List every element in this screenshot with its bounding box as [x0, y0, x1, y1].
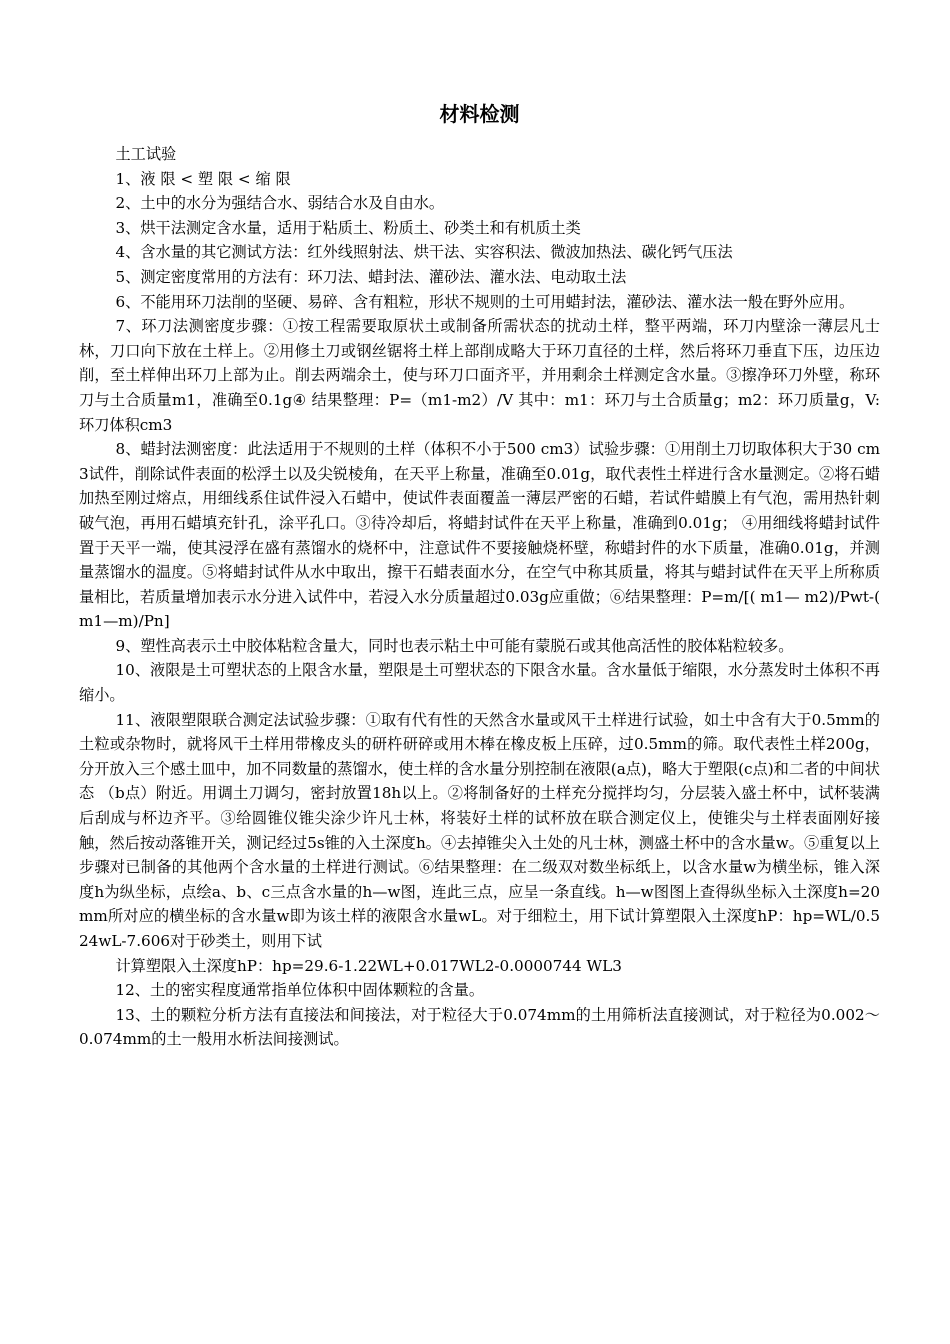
paragraph-11: 11、液限塑限联合测定法试验步骤：①取有代有性的天然含水量或风干土样进行试验，如土中含有大于0.5mm的土粒或杂物时，就将风干土样用带橡皮头的研杵研碎或用木棒在橡皮板上压碎，过0.5mm的筛。取代表性土样200g，分开放入三个感土皿中，加不同数量的蒸馏水，使土样的含水量分别控制在液限(a点)，略大于塑限(c点)和二者的中间状态 （b点）附近。用调土刀调匀，密封放置18h以上。②将制备好的土样充分搅拌均匀，分层装入盛土杯中，试杯装满后刮成与杯边齐平。③给圆锥仪锥尖涂少许凡士林，将装好土样的试杯放在联合测定仪上，使锥尖与土样表面刚好接触，然后按动落锥开关，测记经过5s锥的入土深度h。④去掉锥尖入土处的凡士林，测盛土杯中的含水量w。⑤重复以上步骤对已制备的其他两个含水量的土样进行测试。⑥结果整理：在二级双对数坐标纸上，以含水量w为横坐标，锥入深度h为纵坐标，点绘a、b、c三点含水量的h—w图，连此三点，应呈一条直线。h—w图图上查得纵坐标入土深度h=20mm所对应的横坐标的含水量w即为该土样的液限含水量wL。对于细粒土，用下试计算塑限入土深度hP：hp=WL/0.524wL-7.606对于砂类土，则用下试 — [79, 710, 880, 950]
paragraph-5: 5、测定密度常用的方法有：环刀法、蜡封法、灌砂法、灌水法、电动取土法 — [115, 267, 627, 286]
paragraph-1: 1、液 限 < 塑 限 < 缩 限 — [115, 169, 291, 188]
document-title: 材料检测 — [439, 102, 520, 126]
paragraph-12: 12、土的密实程度通常指单位体积中固体颗粒的含量。 — [115, 981, 485, 1000]
section-heading: 土工试验 — [115, 145, 177, 163]
paragraph-7: 7、环刀法测密度步骤：①按工程需要取原状土或制备所需状态的扰动土样，整平两端，环刀内壁涂一薄层凡士林，刀口向下放在土样上。②用修土刀或钢丝锯将土样上部削成略大于环刀直径的土样，然后将环刀垂直下压，边压边削，至土样伸出环刀上部为止。削去两端余土，使与环刀口面齐平，并用剩余土样测定含水量。③擦净环刀外壁，称环刀与土合质量m1，准确至0.1g④ 结果整理：P=（m1-m2）/V 其中：m1：环刀与土合质量g；m2：环刀质量g，V:环刀体积cm3 — [79, 317, 880, 434]
paragraph-8: 8、蜡封法测密度：此法适用于不规则的土样（体积不小于500 cm3）试验步骤：①用削土刀切取体积大于30 cm3试件，削除试件表面的松浮土以及尖锐棱角，在天平上称量，准确至0.01g，取代表性土样进行含水量测定。②将石蜡加热至刚过熔点，用细线系住试件浸入石蜡中，使试件表面覆盖一薄层严密的石蜡，若试件蜡膜上有气泡，需用热针刺破气泡，再用石蜡填充针孔，涂平孔口。③待冷却后，将蜡封试件在天平上称量，准确到0.01g； ④用细线将蜡封试件置于天平一端，使其浸浮在盛有蒸馏水的烧杯中，注意试件不要接触烧杯壁，称蜡封件的水下质量，准确0.01g，并测量蒸馏水的温度。⑤将蜡封试件从水中取出，擦干石蜡表面水分，在空气中称其质量，将其与蜡封试件在天平上所称质量相比，若质量增加表示水分进入试件中，若浸入水分质量超过0.03g应重做；⑥结果整理：P=m/[( m1— m2)/Pwt-( m1—m)/Pn] — [79, 440, 880, 631]
paragraph-2: 2、土中的水分为强结合水、弱结合水及自由水。 — [115, 194, 445, 213]
paragraph-6: 6、不能用环刀法削的坚硬、易碎、含有粗粒，形状不规则的土可用蜡封法，灌砂法、灌水法一般在野外应用。 — [115, 292, 855, 311]
paragraph-11-continued: 计算塑限入土深度hP：hp=29.6-1.22WL+0.017WL2-0.0000744 WL3 — [115, 956, 622, 975]
paragraph-13: 13、土的颗粒分析方法有直接法和间接法，对于粒径大于0.074mm的土用筛析法直接测试，对于粒径为0.002～0.074mm的土一般用水析法间接测试。 — [79, 1005, 880, 1049]
paragraph-4: 4、含水量的其它测试方法：红外线照射法、烘干法、实容积法、微波加热法、碳化钙气压法 — [115, 243, 733, 262]
paragraph-9: 9、塑性高表示土中胶体粘粒含量大，同时也表示粘土中可能有蒙脱石或其他高活性的胶体粘粒较多。 — [115, 636, 794, 655]
paragraph-3: 3、烘干法测定含水量，适用于粘质土、粉质土、砂类土和有机质土类 — [115, 218, 581, 237]
paragraph-10: 10、液限是土可塑状态的上限含水量，塑限是土可塑状态的下限含水量。含水量低于缩限，水分蒸发时土体积不再缩小。 — [79, 661, 880, 705]
